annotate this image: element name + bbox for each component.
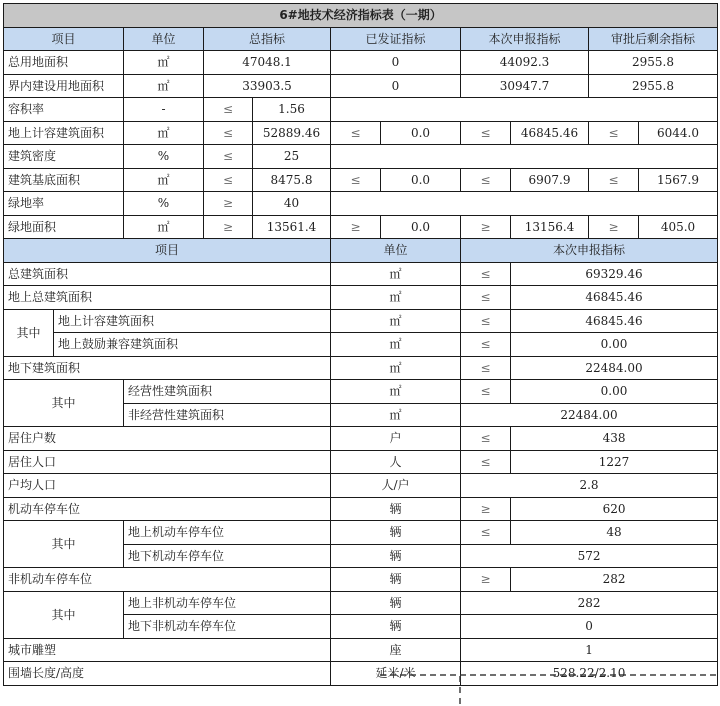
row-unit: 辆 bbox=[331, 591, 461, 615]
row-value: 46845.46 bbox=[511, 286, 718, 310]
row-remaining: 2955.8 bbox=[589, 74, 718, 98]
row-remaining: 2955.8 bbox=[589, 51, 718, 75]
row-unit: 座 bbox=[331, 638, 461, 662]
top-header-row bbox=[4, 27, 718, 51]
row-total: 47048.1 bbox=[204, 51, 331, 75]
row-item: 地上机动车停车位 bbox=[124, 521, 331, 545]
row-item: 经营性建筑面积 bbox=[124, 380, 331, 404]
row-current: 6907.9 bbox=[511, 168, 589, 192]
table-row bbox=[4, 51, 718, 75]
row-unit: ㎡ bbox=[124, 168, 204, 192]
row-issued-op: ≤ bbox=[331, 121, 381, 145]
row-op: ≤ bbox=[461, 450, 511, 474]
row-value: 282 bbox=[461, 591, 718, 615]
header-item: 项目 bbox=[4, 27, 124, 51]
row-op: ≤ bbox=[461, 286, 511, 310]
row-op: ≥ bbox=[461, 568, 511, 592]
row-unit: ㎡ bbox=[331, 309, 461, 333]
row-issued: 0 bbox=[331, 74, 461, 98]
row-value: 438 bbox=[511, 427, 718, 451]
row-unit: ㎡ bbox=[124, 215, 204, 239]
table-row bbox=[4, 662, 718, 686]
row-total: 8475.8 bbox=[253, 168, 331, 192]
header-unit: 单位 bbox=[124, 27, 204, 51]
table-row bbox=[4, 638, 718, 662]
row-unit: 人 bbox=[331, 450, 461, 474]
row-item: 地下非机动车停车位 bbox=[124, 615, 331, 639]
table-row bbox=[4, 168, 718, 192]
row-value: 0.00 bbox=[511, 333, 718, 357]
row-unit: 辆 bbox=[331, 521, 461, 545]
row-remaining: 1567.9 bbox=[639, 168, 718, 192]
row-total: 25 bbox=[253, 145, 331, 169]
row-op: ≤ bbox=[461, 356, 511, 380]
row-unit: 辆 bbox=[331, 615, 461, 639]
table-row bbox=[4, 450, 718, 474]
table-row bbox=[4, 497, 718, 521]
table-row bbox=[4, 192, 718, 216]
header-current: 本次申报指标 bbox=[461, 239, 718, 263]
row-remaining: 6044.0 bbox=[639, 121, 718, 145]
table-row bbox=[4, 333, 718, 357]
row-item: 地下机动车停车位 bbox=[124, 544, 331, 568]
row-value: 282 bbox=[511, 568, 718, 592]
row-unit: ㎡ bbox=[331, 333, 461, 357]
row-item: 户均人口 bbox=[4, 474, 331, 498]
table-row bbox=[4, 98, 718, 122]
group-label: 其中 bbox=[4, 591, 124, 638]
row-unit: - bbox=[124, 98, 204, 122]
table-row bbox=[4, 356, 718, 380]
header-total: 总指标 bbox=[204, 27, 331, 51]
row-item: 建筑密度 bbox=[4, 145, 124, 169]
empty-cell bbox=[331, 98, 718, 122]
empty-cell bbox=[331, 145, 718, 169]
header-unit: 单位 bbox=[331, 239, 461, 263]
table-row bbox=[4, 521, 718, 545]
table-row bbox=[4, 145, 718, 169]
table-row bbox=[4, 74, 718, 98]
row-op: ≤ bbox=[461, 309, 511, 333]
row-item: 机动车停车位 bbox=[4, 497, 331, 521]
row-value: 22484.00 bbox=[461, 403, 718, 427]
header-issued: 已发证指标 bbox=[331, 27, 461, 51]
row-value: 620 bbox=[511, 497, 718, 521]
row-current: 46845.46 bbox=[511, 121, 589, 145]
table-row bbox=[4, 380, 718, 404]
row-issued-op: ≤ bbox=[331, 168, 381, 192]
row-op: ≤ bbox=[461, 427, 511, 451]
row-unit: ㎡ bbox=[124, 74, 204, 98]
row-total-op: ≥ bbox=[204, 215, 253, 239]
row-value: 1227 bbox=[511, 450, 718, 474]
table-row bbox=[4, 286, 718, 310]
row-item: 总建筑面积 bbox=[4, 262, 331, 286]
table-row bbox=[4, 215, 718, 239]
row-current-op: ≥ bbox=[461, 215, 511, 239]
row-unit: ㎡ bbox=[331, 403, 461, 427]
row-unit: ㎡ bbox=[331, 286, 461, 310]
row-item: 居住户数 bbox=[4, 427, 331, 451]
row-unit: ㎡ bbox=[331, 380, 461, 404]
row-remaining-op: ≤ bbox=[589, 168, 639, 192]
row-item: 围墙长度/高度 bbox=[4, 662, 331, 686]
row-issued: 0.0 bbox=[381, 168, 461, 192]
table-row bbox=[4, 591, 718, 615]
row-value: 0.00 bbox=[511, 380, 718, 404]
row-item: 界内建设用地面积 bbox=[4, 74, 124, 98]
row-value: 528.22/2.10 bbox=[461, 662, 718, 686]
row-issued: 0 bbox=[331, 51, 461, 75]
row-total-op: ≥ bbox=[204, 192, 253, 216]
row-current: 13156.4 bbox=[511, 215, 589, 239]
row-total-op: ≤ bbox=[204, 98, 253, 122]
row-value: 572 bbox=[461, 544, 718, 568]
row-value: 69329.46 bbox=[511, 262, 718, 286]
table-row bbox=[4, 568, 718, 592]
tech-economic-index-table bbox=[3, 3, 718, 686]
row-unit: % bbox=[124, 192, 204, 216]
row-issued: 0.0 bbox=[381, 121, 461, 145]
group-label: 其中 bbox=[4, 309, 54, 356]
row-unit: 辆 bbox=[331, 497, 461, 521]
row-unit: % bbox=[124, 145, 204, 169]
table-row bbox=[4, 309, 718, 333]
row-total: 13561.4 bbox=[253, 215, 331, 239]
row-item: 绿地面积 bbox=[4, 215, 124, 239]
row-op: ≤ bbox=[461, 262, 511, 286]
row-item: 总用地面积 bbox=[4, 51, 124, 75]
row-unit: ㎡ bbox=[124, 51, 204, 75]
table-row bbox=[4, 427, 718, 451]
row-value: 2.8 bbox=[461, 474, 718, 498]
row-value: 0 bbox=[461, 615, 718, 639]
row-item: 城市雕塑 bbox=[4, 638, 331, 662]
row-item: 容积率 bbox=[4, 98, 124, 122]
header-item: 项目 bbox=[4, 239, 331, 263]
header-current: 本次申报指标 bbox=[461, 27, 589, 51]
row-current: 30947.7 bbox=[461, 74, 589, 98]
header-remaining: 审批后剩余指标 bbox=[589, 27, 718, 51]
row-remaining: 405.0 bbox=[639, 215, 718, 239]
row-issued: 0.0 bbox=[381, 215, 461, 239]
row-current-op: ≤ bbox=[461, 121, 511, 145]
row-item: 地上非机动车停车位 bbox=[124, 591, 331, 615]
row-current: 44092.3 bbox=[461, 51, 589, 75]
row-item: 居住人口 bbox=[4, 450, 331, 474]
row-current-op: ≤ bbox=[461, 168, 511, 192]
table-title: 6#地技术经济指标表（一期） bbox=[4, 4, 718, 28]
group-label: 其中 bbox=[4, 380, 124, 427]
row-issued-op: ≥ bbox=[331, 215, 381, 239]
row-unit: ㎡ bbox=[124, 121, 204, 145]
table-row bbox=[4, 262, 718, 286]
bottom-header-row bbox=[4, 239, 718, 263]
row-item: 地上计容建筑面积 bbox=[54, 309, 331, 333]
row-unit: ㎡ bbox=[331, 356, 461, 380]
row-total-op: ≤ bbox=[204, 145, 253, 169]
row-item: 地上鼓励兼容建筑面积 bbox=[54, 333, 331, 357]
row-remaining-op: ≤ bbox=[589, 121, 639, 145]
row-op: ≤ bbox=[461, 333, 511, 357]
row-total: 33903.5 bbox=[204, 74, 331, 98]
row-value: 1 bbox=[461, 638, 718, 662]
row-remaining-op: ≥ bbox=[589, 215, 639, 239]
row-item: 地上总建筑面积 bbox=[4, 286, 331, 310]
row-item: 地下建筑面积 bbox=[4, 356, 331, 380]
row-item: 建筑基底面积 bbox=[4, 168, 124, 192]
row-unit: 人/户 bbox=[331, 474, 461, 498]
row-item: 绿地率 bbox=[4, 192, 124, 216]
row-unit: 户 bbox=[331, 427, 461, 451]
row-unit: 延米/米 bbox=[331, 662, 461, 686]
empty-cell bbox=[331, 192, 718, 216]
row-total: 1.56 bbox=[253, 98, 331, 122]
row-item: 非经营性建筑面积 bbox=[124, 403, 331, 427]
row-total-op: ≤ bbox=[204, 168, 253, 192]
row-op: ≤ bbox=[461, 521, 511, 545]
table-row bbox=[4, 474, 718, 498]
row-total-op: ≤ bbox=[204, 121, 253, 145]
table-row bbox=[4, 121, 718, 145]
row-item: 地上计容建筑面积 bbox=[4, 121, 124, 145]
row-value: 46845.46 bbox=[511, 309, 718, 333]
row-value: 22484.00 bbox=[511, 356, 718, 380]
row-item: 非机动车停车位 bbox=[4, 568, 331, 592]
row-unit: 辆 bbox=[331, 544, 461, 568]
group-label: 其中 bbox=[4, 521, 124, 568]
row-unit: ㎡ bbox=[331, 262, 461, 286]
row-unit: 辆 bbox=[331, 568, 461, 592]
row-total: 52889.46 bbox=[253, 121, 331, 145]
row-op: ≥ bbox=[461, 497, 511, 521]
row-total: 40 bbox=[253, 192, 331, 216]
row-op: ≤ bbox=[461, 380, 511, 404]
row-value: 48 bbox=[511, 521, 718, 545]
